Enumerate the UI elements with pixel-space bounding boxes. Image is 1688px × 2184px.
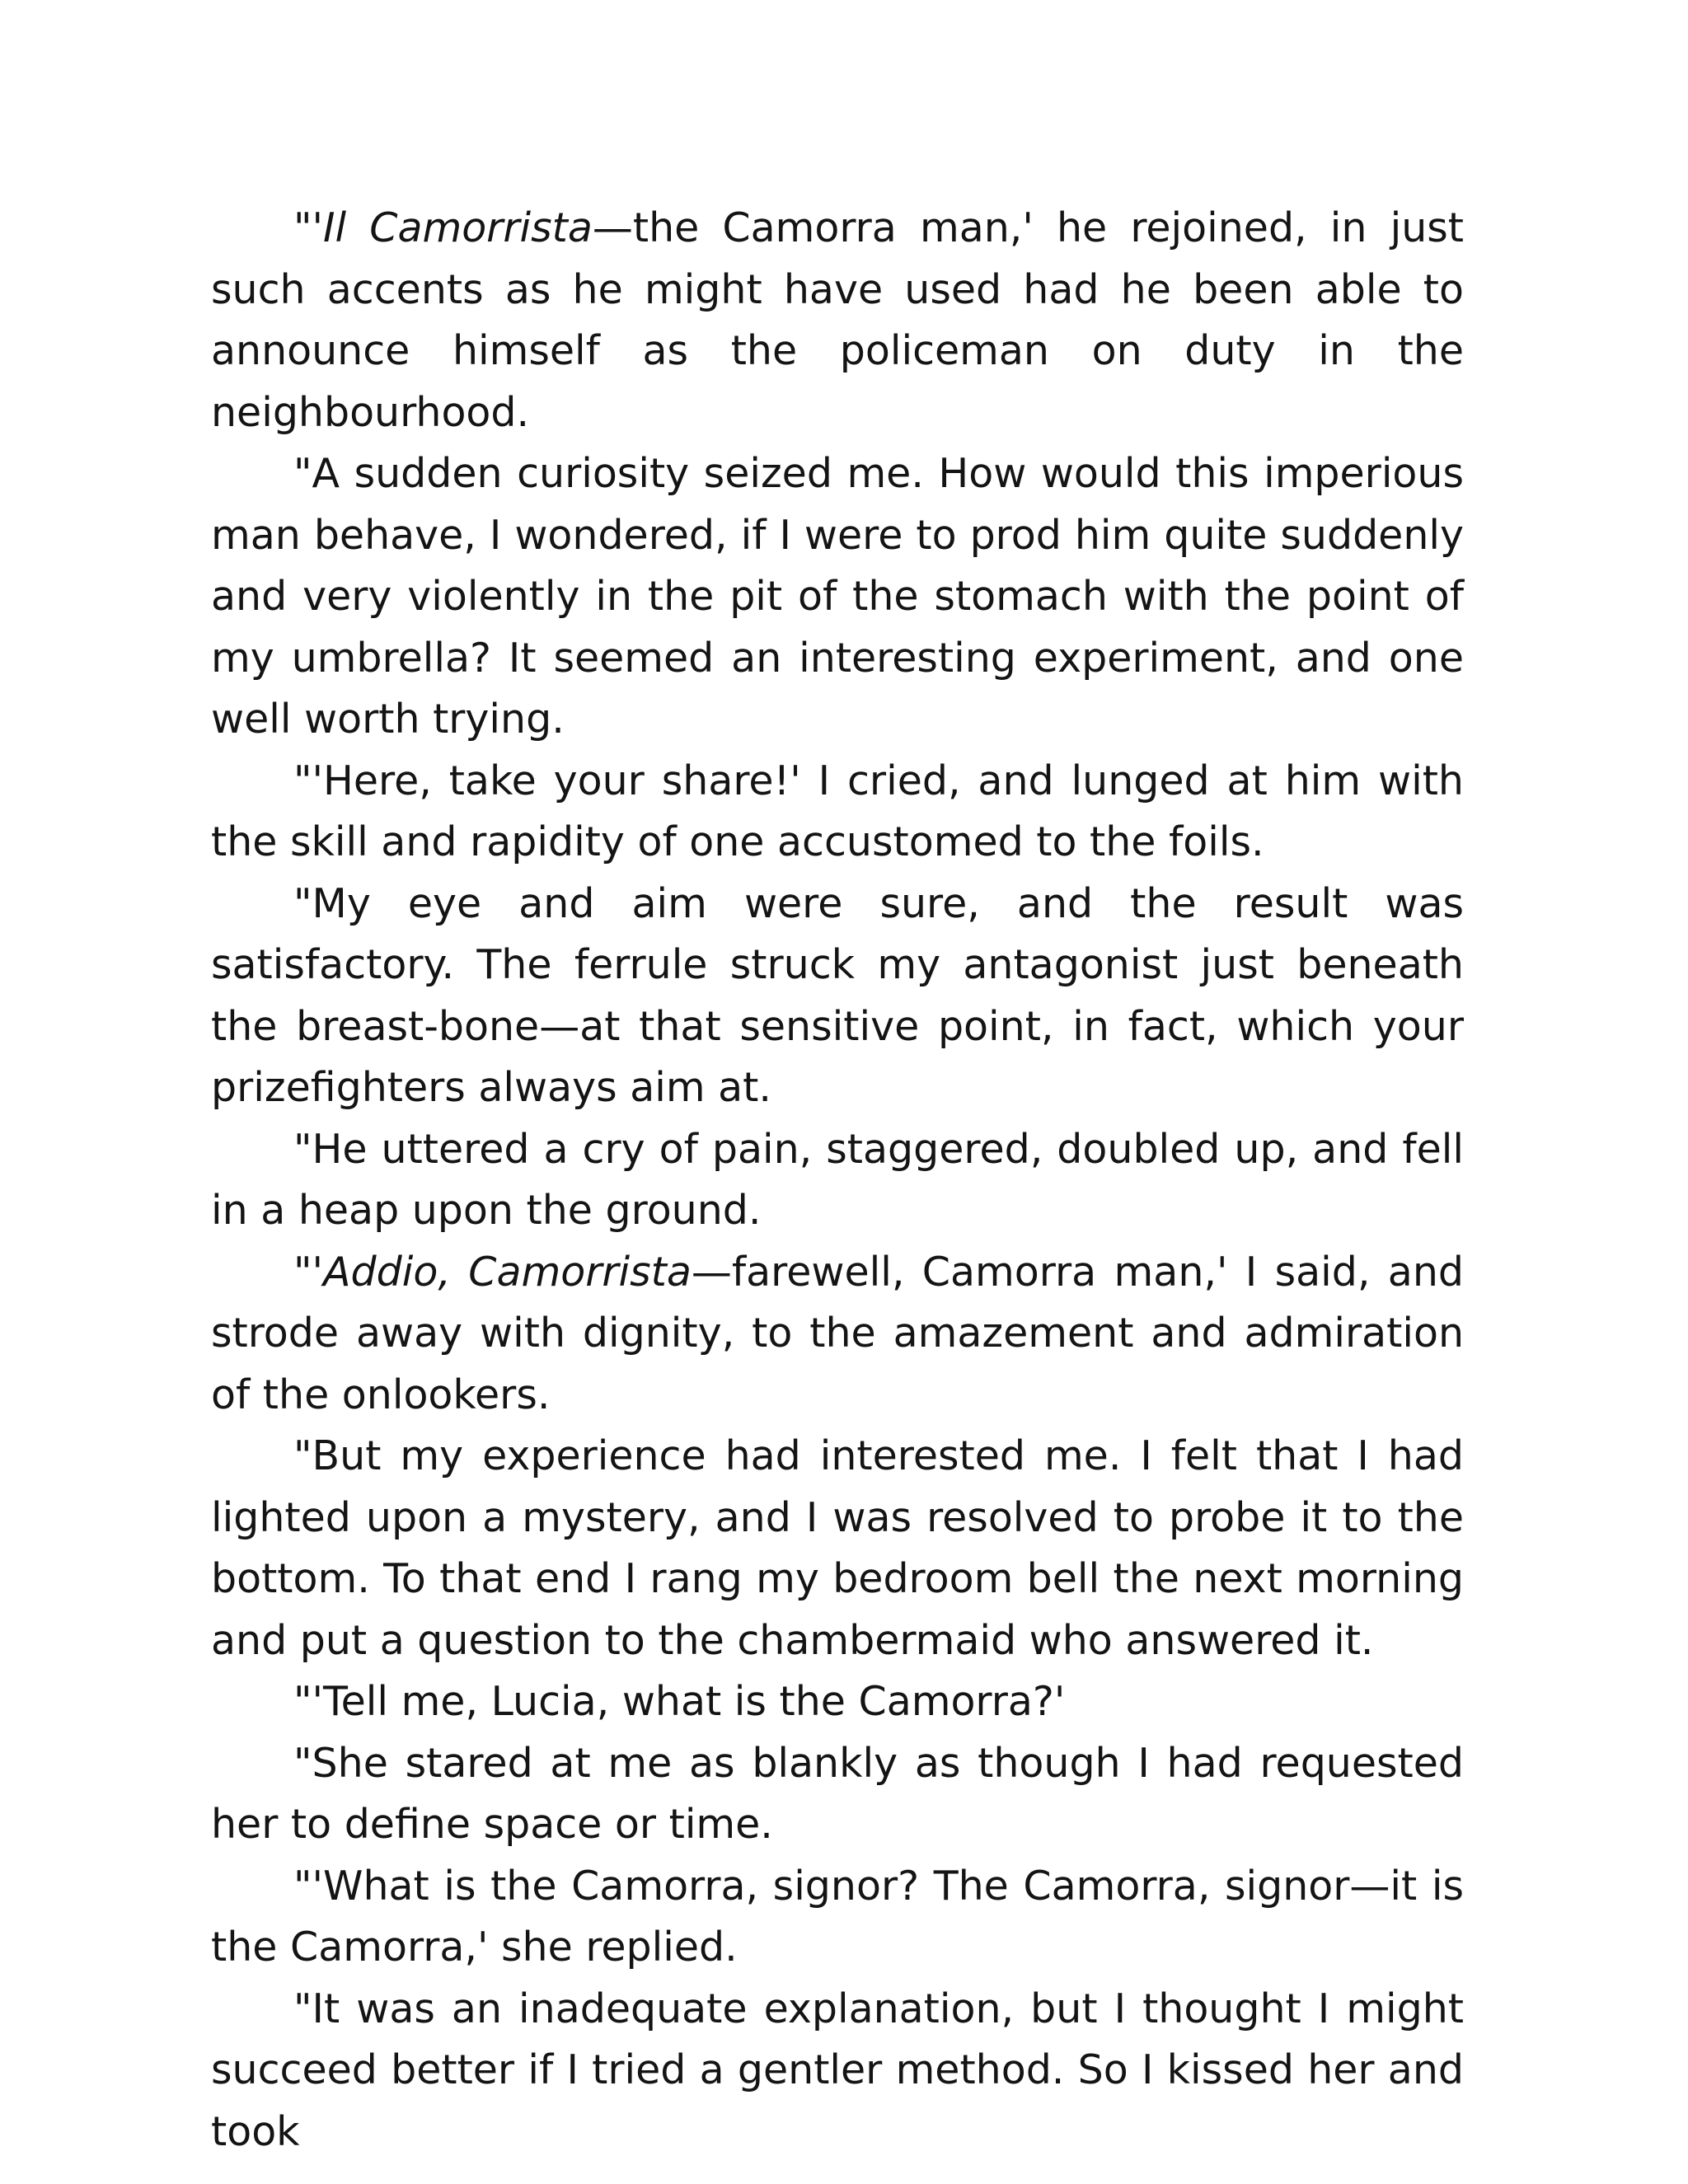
paragraph-text: —the Camorra man,' he rejoined, in just such accents as he might have used had he been able to announce himself as the policeman on duty in the neighbourhood. (211, 204, 1464, 436)
paragraph-open-quote: "' (293, 1248, 324, 1296)
paragraph: "He uttered a cry of pain, staggered, doubled up, and fell in a heap upon the ground. (211, 1125, 1464, 1234)
paragraph-open-quote: "' (293, 204, 324, 251)
paragraph: "But my experience had interested me. I felt that I had lighted upon a mystery, and I was resolved to probe it to the bottom. To that end I rang my bedroom bell the next morning and put a question to the chambermaid who answered it. (211, 1432, 1464, 1664)
paragraph: "'What is the Camorra, signor? The Camorra, signor—it is the Camorra,' she replied. (211, 1862, 1464, 1971)
paragraph: "'Tell me, Lucia, what is the Camorra?' (293, 1678, 1066, 1725)
paragraph-text: —farewell, Camorra man,' I said, and strode away with dignity, to the amazement and admiration of the onlookers. (211, 1248, 1464, 1418)
body-text (211, 198, 1464, 2163)
italic-phrase: Il Camorrista (323, 204, 593, 251)
paragraph (211, 1242, 1464, 1427)
paragraph: "It was an inadequate explanation, but I thought I might succeed better if I tried a gentler method. So I kissed her and took (211, 1985, 1464, 2155)
paragraph: "She stared at me as blankly as though I had requested her to define space or time. (211, 1739, 1464, 1848)
paragraph (211, 198, 1464, 443)
paragraph: "'Here, take your share!' I cried, and lunged at him with the skill and rapidity of one accustomed to the foils. (211, 757, 1464, 865)
paragraph: "A sudden curiosity seized me. How would this imperious man behave, I wondered, if I were to prod him quite suddenly and very violently in the pit of the stomach with the point of my umbrella? It seemed an interesting experiment, and one well worth trying. (211, 450, 1464, 743)
italic-phrase: Addio, Camorrista (323, 1248, 692, 1296)
paragraph: "My eye and aim were sure, and the result was satisfactory. The ferrule struck my antagonist just beneath the breast-bone—at that sensitive point, in fact, which your prizefighters always aim at. (211, 879, 1464, 1111)
